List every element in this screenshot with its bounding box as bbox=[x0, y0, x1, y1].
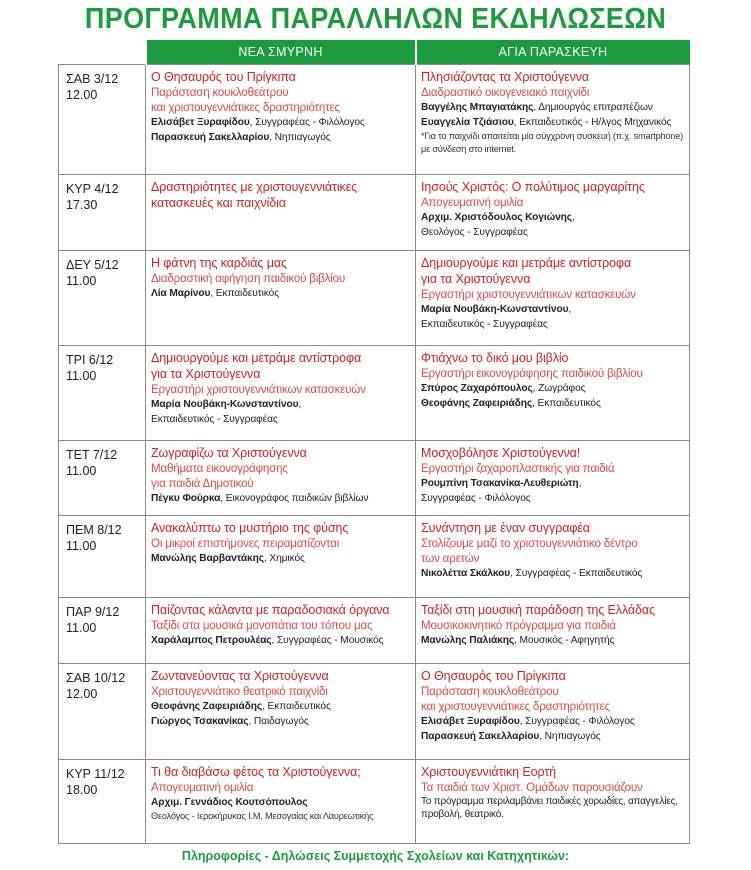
event-subtitle: Διαδραστική αφήγηση παιδικού βιβλίου bbox=[151, 271, 345, 285]
event-presenter bbox=[151, 795, 411, 810]
event-day: ΔΕΥ 5/12 bbox=[66, 257, 119, 272]
event-presenter bbox=[421, 115, 685, 130]
presenter-name: Χαράλαμπος Πετρουλέας bbox=[151, 634, 272, 646]
date-cell bbox=[59, 597, 146, 663]
presenter-role: , bbox=[571, 211, 575, 223]
event-title: Ζωντανεύοντας τα Χριστούγεννα bbox=[151, 668, 329, 683]
event-time: 11.00 bbox=[66, 368, 97, 383]
event-cell-nea-smyrni bbox=[146, 64, 416, 174]
presenter-name: Μανώλης Βαρβαντάκης bbox=[151, 552, 264, 564]
event-cell-agia-paraskevi bbox=[416, 440, 690, 515]
event-presenter bbox=[421, 100, 685, 115]
presenter-name: Παρασκευή Σακελλαρίου bbox=[421, 730, 540, 742]
presenter-name: Βαγγέλης Μπαγιατάκης bbox=[421, 101, 534, 113]
table-row bbox=[59, 759, 690, 843]
date-cell bbox=[59, 440, 146, 515]
header-row bbox=[59, 40, 690, 64]
event-presenter bbox=[421, 566, 685, 581]
event-presenter bbox=[151, 115, 411, 130]
event-subtitle: Στολίζουμε μαζί το χριστουγεννιάτικο δέντρο bbox=[421, 536, 638, 550]
presenter-role: , Εκπαιδευτικός bbox=[262, 700, 331, 712]
event-presenter bbox=[421, 381, 685, 396]
presenter-name: Ρουμπίνη Τσακανίκα-Λευθεριώτη bbox=[421, 477, 579, 489]
presenter-name: Αρχιμ. Γεννάδιος Κουτσόπουλος bbox=[151, 796, 308, 808]
event-title: Ανακαλύπτω το μυστήριο της φύσης bbox=[151, 520, 349, 535]
event-subtitle: Εργαστήρι χριστουγεννιάτικων κατασκευών bbox=[151, 382, 366, 396]
date-cell bbox=[59, 64, 146, 174]
table-row bbox=[59, 64, 690, 174]
event-presenter bbox=[421, 476, 685, 491]
event-cell-agia-paraskevi bbox=[416, 64, 690, 174]
presenter-role: , Μουσικός - Αφηγητής bbox=[514, 634, 615, 646]
event-time: 17.30 bbox=[66, 197, 98, 212]
event-day: ΤΡΙ 6/12 bbox=[66, 352, 114, 367]
table-row bbox=[59, 345, 690, 440]
date-cell bbox=[59, 345, 146, 440]
event-cell-nea-smyrni bbox=[146, 174, 416, 250]
presenter-role: , Συγγραφέας - Φιλόλογος bbox=[249, 116, 365, 128]
presenter-role: , Εκπαιδευτικός bbox=[210, 287, 280, 299]
event-time: 11.00 bbox=[66, 620, 97, 635]
event-presenter bbox=[151, 699, 411, 714]
presenter-name: Θεοφάνης Ζαφειριάδης bbox=[421, 397, 533, 409]
event-presenter bbox=[421, 302, 685, 317]
presenter-role: , Εκπαιδευτικός - Η/λγος Μηχανικός bbox=[513, 116, 672, 128]
event-subtitle: Απογευματινή ομιλία bbox=[421, 195, 524, 209]
event-subtitle: και χριστουγεννιάτικες δραστηριότητες bbox=[421, 699, 610, 713]
column-header-nea-smyrni: ΝΕΑ ΣΜΥΡΝΗ bbox=[146, 40, 416, 64]
event-title-line: κατασκευές και παιχνίδια bbox=[151, 195, 286, 210]
event-day: ΚΥΡ 4/12 bbox=[66, 181, 119, 196]
event-title: Πλησιάζοντας τα Χριστούγεννα bbox=[421, 69, 590, 84]
event-presenter bbox=[151, 130, 411, 145]
date-cell bbox=[59, 759, 146, 843]
event-title: Η φάτνη της καρδιάς μας bbox=[151, 255, 287, 270]
event-subtitle: για παιδιά Δημοτικού bbox=[151, 476, 254, 490]
event-time: 11.00 bbox=[66, 273, 97, 288]
event-day: ΣΑΒ 10/12 bbox=[66, 670, 126, 685]
event-note: *Για το παιχνίδι απαιτείται μία σύγχρονη συσκευή (π.χ. smartphone) με σύνδεση στο internet. bbox=[421, 130, 683, 154]
event-title: Τι θα διαβάσω φέτος τα Χριστούγεννα; bbox=[151, 764, 361, 779]
date-cell bbox=[59, 250, 146, 345]
presenter-role: , Εικονογράφος παιδικών βιβλίων bbox=[220, 492, 369, 504]
event-cell-agia-paraskevi bbox=[416, 597, 690, 663]
event-subtitle: Διαδραστικό οικογενειακό παιχνίδι bbox=[421, 85, 590, 99]
event-description: Το πρόγραμμα περιλαμβάνει παιδικές χορωδίες, απαγγελίες, προβολή, θεατρικό. bbox=[421, 795, 678, 820]
event-day: ΠΕΜ 8/12 bbox=[66, 522, 122, 537]
event-time: 12.00 bbox=[66, 87, 98, 102]
event-cell-agia-paraskevi bbox=[416, 759, 690, 843]
event-title: Μοσχοβόλησε Χριστούγεννα! bbox=[421, 445, 581, 460]
presenter-name: Ευαγγελία Τζιάσιου bbox=[421, 116, 514, 128]
table-row bbox=[59, 663, 690, 759]
event-cell-agia-paraskevi bbox=[416, 250, 690, 345]
presenter-role: , Συγγραφέας - Φιλόλογος bbox=[519, 715, 635, 727]
event-title-line: Δημιουργούμε και μετράμε αντίστροφα bbox=[151, 350, 362, 365]
event-subtitle: Εργαστήρι ζαχαροπλαστικής για παιδιά bbox=[421, 461, 615, 475]
presenter-role: , Χημικός bbox=[263, 552, 305, 564]
event-presenter bbox=[421, 633, 685, 648]
presenter-role: , bbox=[568, 303, 572, 315]
event-time: 11.00 bbox=[66, 538, 97, 553]
event-title: Ταξίδι στη μουσική παράδοση της Ελλάδας bbox=[421, 602, 655, 617]
table-row bbox=[59, 174, 690, 250]
event-cell-agia-paraskevi bbox=[416, 174, 690, 250]
event-title: Ο Θησαυρός του Πρίγκιπα bbox=[421, 668, 566, 683]
presenter-name: Λία Μαρίνου bbox=[151, 287, 211, 299]
event-cell-nea-smyrni bbox=[146, 515, 416, 597]
event-presenter bbox=[421, 491, 685, 506]
event-presenter bbox=[151, 412, 411, 427]
event-subtitle: Παράσταση κουκλοθεάτρου bbox=[151, 85, 289, 99]
presenter-role: Εκπαιδευτικός - Συγγραφέας bbox=[421, 318, 548, 330]
presenter-role: , Εκπαιδευτικός bbox=[532, 397, 601, 409]
event-title: Χριστουγεννιάτικη Εορτή bbox=[421, 764, 557, 779]
event-day: ΠΑΡ 9/12 bbox=[66, 604, 120, 619]
event-title: Ιησούς Χριστός: Ο πολύτιμος μαργαρίτης bbox=[421, 179, 645, 194]
event-title-line: για τα Χριστούγεννα bbox=[421, 271, 531, 286]
event-cell-agia-paraskevi bbox=[416, 345, 690, 440]
event-cell-agia-paraskevi bbox=[416, 663, 690, 759]
event-presenter bbox=[151, 714, 411, 729]
event-note: Θεολόγος - Ιεροκήρυκας Ι.Μ. Μεσογαίας και Λαυρεωτικής bbox=[151, 810, 374, 821]
event-cell-nea-smyrni bbox=[146, 440, 416, 515]
event-day: ΤΕΤ 7/12 bbox=[66, 447, 118, 462]
event-title-line: Δραστηριότητες με χριστουγεννιάτικες bbox=[151, 179, 358, 194]
footer-info: Πληροφορίες - Δηλώσεις Συμμετοχής Σχολείων και Κατηχητικών: bbox=[181, 849, 570, 863]
presenter-role: , Ζωγράφος bbox=[532, 382, 586, 394]
event-title: Ο Θησαυρός του Πρίγκιπα bbox=[151, 69, 296, 84]
event-subtitle: Παράσταση κουκλοθεάτρου bbox=[421, 684, 559, 698]
presenter-name: Πέγκυ Φούρκα bbox=[151, 492, 221, 504]
event-subtitle: Εργαστήρι χριστουγεννιάτικων κατασκευών bbox=[421, 287, 636, 301]
presenter-name: Ελισάβετ Ξυραφίδου bbox=[151, 116, 250, 128]
presenter-name: Γιώργος Τσακανίκας bbox=[151, 715, 249, 727]
event-time: 18.00 bbox=[66, 782, 98, 797]
event-cell-nea-smyrni bbox=[146, 597, 416, 663]
table-row bbox=[59, 597, 690, 663]
presenter-role: , bbox=[298, 398, 302, 410]
event-presenter bbox=[421, 210, 685, 225]
presenter-name: Μαρία Νουβάκη-Κωνσταντίνου bbox=[151, 398, 299, 410]
event-title: Ζωγραφίζω τα Χριστούγεννα bbox=[151, 445, 307, 460]
table-row bbox=[59, 515, 690, 597]
presenter-role: , Παιδαγωγός bbox=[248, 715, 309, 727]
event-title: Φτιάχνω το δικό μου βιβλίο bbox=[421, 350, 569, 365]
event-cell-nea-smyrni bbox=[146, 759, 416, 843]
event-day: ΣΑΒ 3/12 bbox=[66, 71, 119, 86]
presenter-name: Μαρία Νουβάκη-Κωνσταντίνου bbox=[421, 303, 569, 315]
date-cell bbox=[59, 663, 146, 759]
presenter-name: Αρχιμ. Χριστόδουλος Κογιώνης bbox=[421, 211, 572, 223]
date-cell bbox=[59, 515, 146, 597]
table-row bbox=[59, 440, 690, 515]
presenter-name: Νικολέττα Σκάλκου bbox=[421, 567, 511, 579]
date-cell bbox=[59, 174, 146, 250]
event-presenter bbox=[151, 551, 411, 566]
event-presenter bbox=[421, 317, 685, 332]
event-subtitle: Εργαστήρι εικονογράφησης παιδικού βιβλίου bbox=[421, 366, 643, 380]
presenter-name: Θεοφάνης Ζαφειριάδης bbox=[151, 700, 263, 712]
presenter-name: Παρασκευή Σακελλαρίου bbox=[151, 131, 270, 143]
presenter-role: Εκπαιδευτικός - Συγγραφέας bbox=[151, 413, 278, 425]
presenter-name: Σπύρος Ζαχαρόπουλος bbox=[421, 382, 533, 394]
presenter-role: , bbox=[578, 477, 582, 489]
event-title-line: για τα Χριστούγεννα bbox=[151, 366, 261, 381]
presenter-role: Θεολόγος - Συγγραφέας bbox=[421, 226, 528, 238]
event-subtitle: Απογευματινή ομιλία bbox=[151, 780, 254, 794]
presenter-role: , Νηπιαγωγός bbox=[539, 730, 601, 742]
page-title: ΠΡΟΓΡΑΜΜΑ ΠΑΡΑΛΛΗΛΩΝ ΕΚΔΗΛΩΣΕΩΝ bbox=[84, 3, 667, 35]
event-subtitle: και χριστουγεννιάτικες δραστηριότητες bbox=[151, 100, 340, 114]
event-presenter bbox=[421, 729, 685, 744]
presenter-role: Συγγραφέας - Φιλόλογος bbox=[421, 492, 531, 504]
presenter-role: , Συγγραφέας - Εκπαιδευτικός bbox=[510, 567, 643, 579]
column-header-agia-paraskevi: ΑΓΙΑ ΠΑΡΑΣΚΕΥΗ bbox=[416, 40, 690, 64]
event-cell-nea-smyrni bbox=[146, 663, 416, 759]
event-presenter bbox=[151, 397, 411, 412]
event-subtitle: Ταξίδι στα μουσικά μονοπάτια του τόπου μας bbox=[151, 618, 373, 632]
event-presenter bbox=[421, 714, 685, 729]
event-presenter bbox=[421, 225, 685, 240]
presenter-role: , Συγγραφέας - Μουσικός bbox=[271, 634, 384, 646]
event-time: 11.00 bbox=[66, 463, 97, 478]
event-cell-nea-smyrni bbox=[146, 345, 416, 440]
event-presenter bbox=[151, 286, 411, 301]
event-presenter bbox=[151, 633, 411, 648]
event-presenter bbox=[421, 396, 685, 411]
event-presenter bbox=[151, 491, 411, 506]
event-subtitle: Τα παιδιά των Χριστ. Ομάδων παρουσιάζουν bbox=[421, 780, 643, 794]
event-day: ΚΥΡ 11/12 bbox=[66, 766, 125, 781]
event-subtitle: Μαθήματα εικονογράφησης bbox=[151, 461, 288, 475]
event-title: Παίζοντας κάλαντα με παραδοσιακά όργανα bbox=[151, 602, 390, 617]
event-subtitle: των αρετών bbox=[421, 551, 480, 565]
presenter-name: Μανώλης Παλιάκης bbox=[421, 634, 515, 646]
event-subtitle: Μουσικοκινητικό πρόγραμμα για παιδιά bbox=[421, 618, 616, 632]
event-title-line: Δημιουργούμε και μετράμε αντίστροφα bbox=[421, 255, 632, 270]
event-subtitle: Χριστουγεννιάτικο θεατρικό παιχνίδι bbox=[151, 684, 328, 698]
presenter-name: Ελισάβετ Ξυραφίδου bbox=[421, 715, 520, 727]
event-cell-agia-paraskevi bbox=[416, 515, 690, 597]
schedule-table bbox=[58, 40, 690, 844]
event-title: Συνάντηση με έναν συγγραφέα bbox=[421, 520, 590, 535]
table-row bbox=[59, 250, 690, 345]
presenter-role: , Νηπιαγωγός bbox=[269, 131, 331, 143]
event-cell-nea-smyrni bbox=[146, 250, 416, 345]
event-time: 12.00 bbox=[66, 686, 98, 701]
presenter-role: , Δημιουργός επιτραπέζιων bbox=[533, 101, 653, 113]
event-subtitle: Οι μικροί επιστήμονες πειραματίζονται bbox=[151, 536, 339, 550]
header-blank bbox=[59, 40, 146, 64]
